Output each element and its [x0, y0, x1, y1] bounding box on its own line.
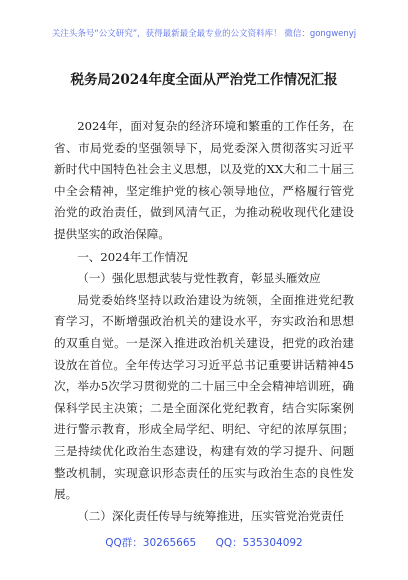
footer-qq: QQ：535304092 [215, 537, 303, 549]
section-heading: 一、2024年工作情况 [77, 249, 188, 264]
subsection-heading-2: （二）深化责任传导与统筹推进，压实管党治党责任 [77, 508, 344, 523]
footer-contact [0, 535, 408, 550]
header-promo-note: 关注头条号“公文研究”，获得最新最全最专业的公文资料库！ 微信：gongwenyj [51, 29, 357, 39]
footer-qq-group: QQ群：30265665 [105, 537, 197, 549]
subsection-paragraph-1: 局党委始终坚持以政治建设为统领，全面推进党纪教育学习，不断增强政治机关的建设水平，夯实政治和思想的双重自觉。一是深入推进政治机关建设，把党的政治建设放在首位。全年传达学习习近平总书记重要讲话精神45次，举办5次学习贯彻党的二十届三中全会精神培训班，确保科学民主决策；二是全面深化党纪教育，结合实际案例进行警示教育，形成全局学纪、明纪、守纪的浓厚氛围；三是持续优化政治生态建设，构建有效的学习提升、问题整改机制，实现意识形态责任的压实与政治生态的良性发展。 [54, 292, 354, 502]
subsection-heading-1: （一）强化思想武装与党性教育，彰显头雁效应 [77, 271, 321, 286]
document-title: 税务局2024年度全面从严治党工作情况汇报 [70, 72, 338, 88]
intro-paragraph: 2024年，面对复杂的经济环境和繁重的工作任务，在省、市局党委的坚强领导下，局党委深入贯彻落实习近平新时代中国特色社会主义思想，以及党的XX大和二十届三中全会精神，坚定维护党的核心领导地位，严格履行管党治党的政治责任，做到风清气正，为推动税收现代化建设提供坚实的政治保障。 [54, 119, 354, 241]
document-body [54, 116, 354, 527]
